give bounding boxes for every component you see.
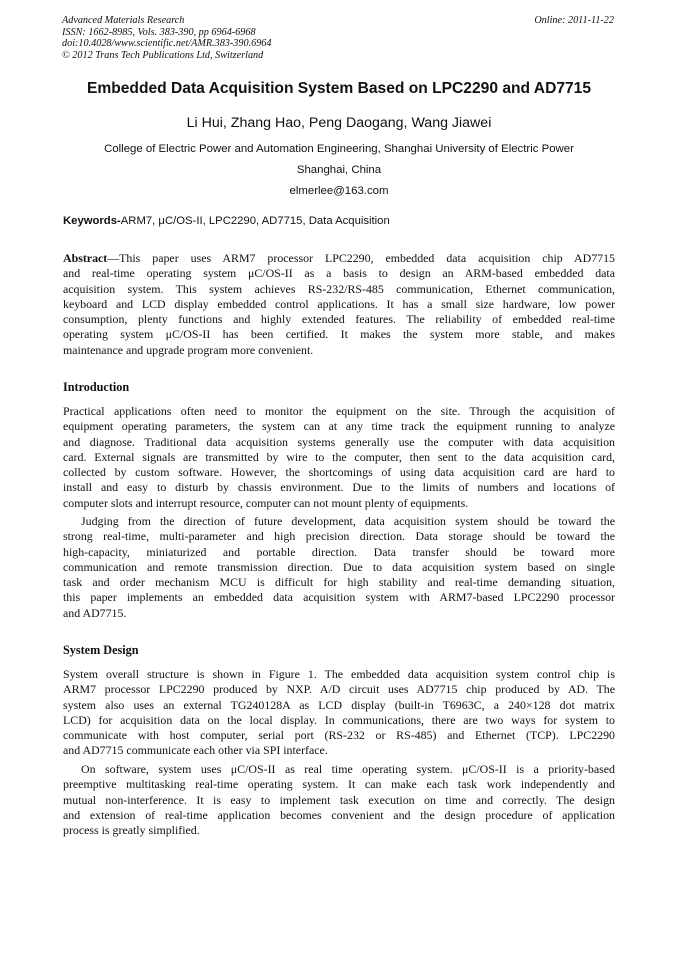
journal-name: Advanced Materials Research [62,15,185,26]
introduction-paragraph-1 [63,404,615,511]
system-design-heading: System Design [63,643,139,657]
text-line: communication and remote transmission direction. Due to data acquisition system based on single [63,559,615,574]
issn-line: ISSN: 1662-8985, Vols. 383-390, pp 6964-6968 [62,26,256,38]
text-line: ARM7 processor LPC2290 produced by NXP. A/D circuit uses AD7715 chip produced by AD. The [63,682,615,697]
system-design-paragraph-1 [63,667,615,759]
introduction-heading: Introduction [63,380,130,394]
text-line: install and easy to disturb by chassis environment. Due to the limits of numbers and locations of [63,480,615,495]
text-line: card. External signals are transmitted by wire to the computer, then sent to the data acquisition card, [63,449,615,464]
abstract-line: consumption, plenty functions and highly extended features. The reliability of embedded real-time [63,312,615,327]
abstract-line: acquisition system. This system achieves RS-232/RS-485 communication, Ethernet communication, [63,281,615,296]
text-line: Practical applications often need to monitor the equipment on the site. Through the acquisition of [63,404,615,418]
keywords [63,215,390,227]
abstract-line: keyboard and LCD display embedded control applications. It has a small size hardware, low power [63,296,615,311]
text-line: process is greatly simplified. [63,823,200,838]
affiliation-line: College of Electric Power and Automation Engineering, Shanghai University of Electric Power [104,143,574,155]
abstract-line: Abstract—This paper uses ARM7 processor LPC2290, embedded data acquisition chip AD7715 [63,251,615,265]
abstract-line: maintenance and upgrade program more convenient. [63,342,314,357]
copyright-line: © 2012 Trans Tech Publications Ltd, Switzerland [62,49,264,61]
text-line: and diagnose. Traditional data acquisition systems generally use the computer with data acquisition [63,434,615,449]
text-line: computer slots and interrupt resource, computer can not mount plenty of equipments. [63,495,469,510]
text-line: and AD7715. [63,605,127,620]
online-date: Online: 2011-11-22 [534,15,614,26]
abstract-label: Abstract [63,251,108,265]
keywords-label: Keywords- [63,215,121,227]
text-line: system also uses an external TG240128A as LCD display (built-in T6963C, a 240×128 dot matrix [63,697,615,712]
text-line: preemptive multitasking real-time operating system. It can make each task work independently and [63,777,615,792]
journal-header [62,15,271,61]
text-line: this paper implements an embedded data acquisition system with ARM7-based LPC2290 processor [63,590,615,605]
abstract-line: operating system μC/OS-II has been certified. It makes the system more stable, and makes [63,327,615,342]
text-line: collected by custom software. However, the shortcomings of using data acquisition card are hard to [63,465,615,480]
text-line: LCD) for acquisition data on the local display. In communications, there are two ways for system to [63,712,615,727]
keywords-text: ARM7, μC/OS-II, LPC2290, AD7715, Data Acquisition [120,215,390,227]
text-line: and AD7715 communicate each other via SPI interface. [63,743,328,758]
text-line: Judging from the direction of future development, data acquisition system should be toward the [81,514,615,528]
text-line: high-capacity, miniaturized and portable direction. Data transfer should be toward more [63,544,615,559]
affiliation-block [0,139,678,202]
text-line: System overall structure is shown in Figure 1. The embedded data acquisition system control chip is [63,667,615,681]
text-line: strong real-time, multi-parameter and high precision direction. Data storage should be toward the [63,529,615,544]
paper-title: Embedded Data Acquisition System Based on LPC2290 and AD7715 [86,80,592,97]
text-line: and extension of real-time application becomes convenient and the design procedure of application [63,807,615,822]
abstract-line: and real-time operating system μC/OS-II as a basis to design an ARM-based embedded data [63,266,615,281]
text-line: communicate with host computer, serial port (RS-232 or RS-485) and Ethernet (TCP). LPC2290 [63,728,615,743]
text-line: equipment operating parameters, the system can at any time track the equipment running to analyze [63,419,615,434]
text-line: mutual non-interference. It is easy to implement task execution on time and correctly. The design [63,792,615,807]
text-line: On software, system uses μC/OS-II as real time operating system. μC/OS-II is a priority-based [81,762,615,776]
system-design-paragraph-2 [63,762,615,838]
author-list: Li Hui, Zhang Hao, Peng Daogang, Wang Jiawei [186,115,492,131]
abstract-paragraph [63,251,615,358]
author-email[interactable]: elmerlee@163.com [289,185,389,197]
introduction-paragraph-2 [63,514,615,621]
affiliation-city: Shanghai, China [296,164,382,176]
text-line: task and order mechanism MCU is difficult for high stability and real-time demanding situation, [63,575,615,590]
doi-line[interactable]: doi:10.4028/www.scientific.net/AMR.383-390.6964 [62,38,272,50]
